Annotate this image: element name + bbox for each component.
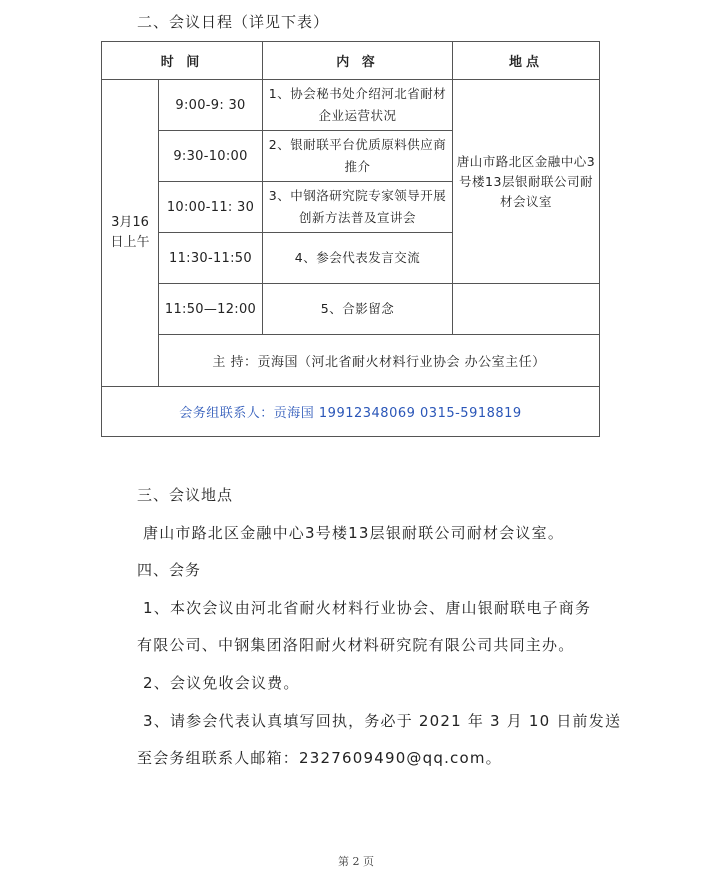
item-3-line-2: 至会务组联系人邮箱：2327609490@qq.com。 xyxy=(137,749,502,767)
time-cell: 11:50—12:00 xyxy=(159,284,263,335)
host-row xyxy=(102,335,600,387)
item-3-line-1: 3、请参会代表认真填写回执，务必于 2021 年 3 月 10 日前发送 xyxy=(143,712,622,730)
header-time: 时 间 xyxy=(102,42,263,80)
header-location: 地点 xyxy=(453,42,600,80)
table-row xyxy=(102,284,600,335)
section-3-heading: 三、会议地点 xyxy=(137,486,234,504)
content-cell: 1、协会秘书处介绍河北省耐材企业运营状况 xyxy=(263,80,453,131)
time-cell: 10:00-11: 30 xyxy=(159,182,263,233)
content-cell: 2、银耐联平台优质原料供应商推介 xyxy=(263,131,453,182)
section-4-heading: 四、会务 xyxy=(137,561,202,579)
table-row xyxy=(102,80,600,131)
item-2: 2、会议免收会议费。 xyxy=(143,674,300,692)
time-cell: 9:00-9: 30 xyxy=(159,80,263,131)
host-cell: 主 持：贡海国（河北省耐火材料行业协会 办公室主任） xyxy=(159,335,600,387)
time-cell: 11:30-11:50 xyxy=(159,233,263,284)
content-cell: 3、中钢洛研究院专家领导开展创新方法普及宣讲会 xyxy=(263,182,453,233)
contact-cell: 会务组联系人：贡海国 19912348069 0315-5918819 xyxy=(102,387,600,437)
schedule-table xyxy=(101,41,600,437)
table-header-row xyxy=(102,42,600,80)
content-cell: 4、参会代表发言交流 xyxy=(263,233,453,284)
header-content: 内 容 xyxy=(263,42,453,80)
contact-row xyxy=(102,387,600,437)
venue-text: 唐山市路北区金融中心3号楼13层银耐联公司耐材会议室。 xyxy=(143,524,565,542)
section-2-heading: 二、会议日程（详见下表） xyxy=(137,13,330,31)
empty-location-cell xyxy=(453,284,600,335)
item-1-line-1: 1、本次会议由河北省耐火材料行业协会、唐山银耐联电子商务 xyxy=(143,599,592,617)
content-cell: 5、合影留念 xyxy=(263,284,453,335)
time-cell: 9:30-10:00 xyxy=(159,131,263,182)
page-number: 第 2 页 xyxy=(338,855,374,868)
item-1-line-2: 有限公司、中钢集团洛阳耐火材料研究院有限公司共同主办。 xyxy=(137,636,575,654)
location-cell: 唐山市路北区金融中心3号楼13层银耐联公司耐材会议室 xyxy=(453,80,600,284)
date-cell: 3月16日上午 xyxy=(102,80,159,387)
